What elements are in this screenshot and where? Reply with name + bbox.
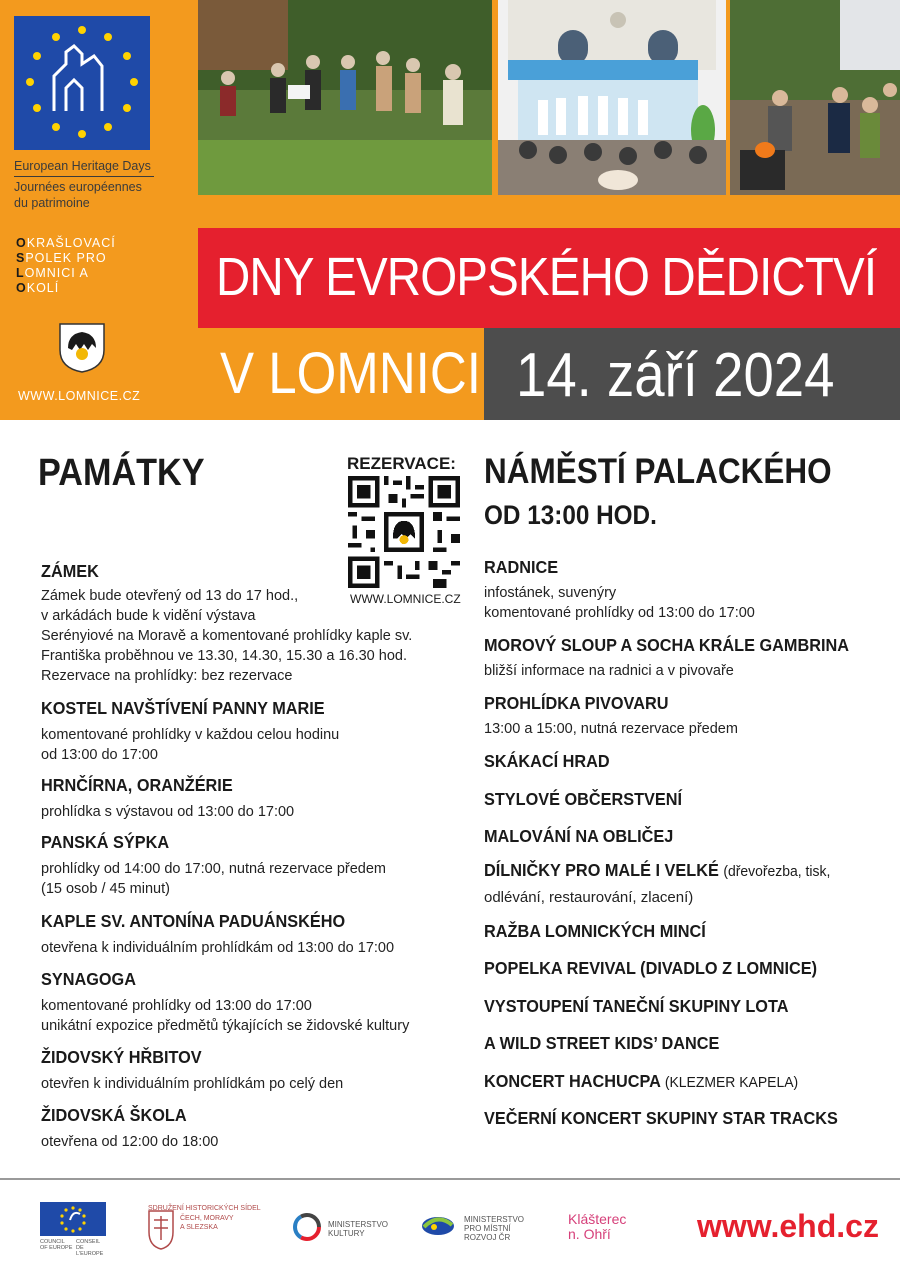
- coe-line: DE L'EUROPE: [76, 1245, 104, 1257]
- oslo-line: OKRAŠLOVACÍ: [16, 236, 116, 250]
- logo-column: [0, 0, 200, 420]
- hachucpa-title: KONCERT HACHUCPA: [484, 1071, 661, 1091]
- photo-stage: [498, 0, 726, 195]
- dilnicky-note: (dřevořezba, tisk,: [723, 863, 831, 880]
- desc-line: komentované prohlídky od 13:00 do 17:00: [41, 998, 312, 1014]
- desc-line: unikátní expozice předmětů týkajících se židovské kultury: [41, 1018, 410, 1034]
- program-item: [484, 860, 830, 881]
- item-title: PANSKÁ SÝPKA: [41, 832, 170, 852]
- item-desc: [41, 1132, 218, 1152]
- divider: [14, 176, 154, 177]
- mmr-line: MINISTERSTVO: [464, 1215, 525, 1224]
- item-desc: [41, 938, 394, 958]
- pivovar-title: PROHLÍDKA PIVOVARU: [484, 693, 669, 713]
- mmr-line: PRO MÍSTNÍ: [464, 1224, 511, 1233]
- namesti-time: OD 13:00 HOD.: [484, 500, 657, 530]
- coe-line: OF EUROPE: [40, 1245, 73, 1251]
- radnice-desc: [484, 583, 755, 623]
- ehd-caption: [14, 158, 194, 211]
- program-item: VEČERNÍ KONCERT SKUPINY STAR TRACKS: [484, 1108, 838, 1128]
- desc-line: komentované prohlídky od 13:00 do 17:00: [484, 605, 755, 621]
- desc-line: Zámek bude otevřený od 13 do 17 hod.,: [41, 588, 299, 604]
- desc-line: v arkádách bude k vidění výstava: [41, 608, 256, 624]
- item-title: KAPLE SV. ANTONÍNA PADUÁNSKÉHO: [41, 911, 346, 931]
- pamatky-heading: PAMÁTKY: [38, 452, 205, 494]
- desc-line: Františka proběhnou ve 13.30, 14.30, 15.30 a 16.30 hod.: [41, 648, 407, 664]
- shs-line: SDRUŽENÍ HISTORICKÝCH SÍDEL: [148, 1205, 261, 1212]
- list-item: [41, 1047, 343, 1094]
- desc-line: otevřena k individuálním prohlídkám od 13:00 do 17:00: [41, 940, 395, 956]
- hachucpa-note: (KLEZMER KAPELA): [664, 1074, 799, 1091]
- reservation-qr-code[interactable]: [348, 476, 460, 588]
- desc-line: (15 osob / 45 minut): [41, 881, 170, 897]
- ehd-french-1: Journées européennes: [14, 180, 142, 194]
- council-of-europe-logo: [40, 1202, 110, 1257]
- qr-label: REZERVACE:: [347, 454, 456, 473]
- item-title: KOSTEL NAVŠTÍVENÍ PANNY MARIE: [41, 698, 325, 718]
- desc-line: komentované prohlídky v každou celou hodinu: [41, 727, 340, 743]
- ehd-french-2: du patrimoine: [14, 196, 90, 210]
- event-title: DNY EVROPSKÉHO DĚDICTVÍ: [216, 247, 877, 307]
- morovy-title: MOROVÝ SLOUP A SOCHA KRÁLE GAMBRINA: [484, 635, 849, 655]
- item-desc: [41, 996, 409, 1036]
- qr-url: WWW.LOMNICE.CZ: [350, 592, 461, 606]
- desc-line: Rezervace na prohlídky: bez rezervace: [41, 668, 293, 684]
- program-item: SKÁKACÍ HRAD: [484, 751, 610, 771]
- item-title: SYNAGOGA: [41, 969, 136, 989]
- list-item: [41, 698, 346, 765]
- coe-line: COUNCIL: [40, 1239, 65, 1245]
- mk-line: KULTURY: [328, 1229, 365, 1238]
- klasterec-line: Klášterec: [568, 1211, 627, 1227]
- program-item: STYLOVÉ OBČERSTVENÍ: [484, 789, 683, 809]
- list-item: [41, 969, 409, 1036]
- desc-line: prohlídka s výstavou od 13:00 do 17:00: [41, 804, 295, 820]
- ehd-english: European Heritage Days: [14, 159, 151, 173]
- list-item: [41, 1105, 218, 1152]
- footer-divider: [0, 1178, 900, 1180]
- program-item: [484, 1071, 798, 1092]
- item-title: ŽIDOVSKÝ HŘBITOV: [41, 1047, 202, 1067]
- mk-line: MINISTERSTVO: [328, 1220, 389, 1229]
- title-band: [198, 228, 900, 328]
- event-date: 14. září 2024: [516, 341, 835, 410]
- program-item: A WILD STREET KIDS’ DANCE: [484, 1033, 720, 1053]
- mk-circle-icon: [292, 1212, 322, 1242]
- list-item: [41, 911, 394, 958]
- photo-musicians: [198, 0, 492, 195]
- dilnicky-note-2: odlévání, restaurování, zlacení): [484, 889, 694, 906]
- coe-text-fr: [76, 1239, 112, 1257]
- item-desc: [41, 859, 386, 899]
- radnice-title: RADNICE: [484, 557, 559, 577]
- program-item: VYSTOUPENÍ TANEČNÍ SKUPINY LOTA: [484, 996, 789, 1016]
- desc-line: prohlídky od 14:00 do 17:00, nutná rezervace předem: [41, 861, 387, 877]
- shs-shield-icon: [148, 1210, 174, 1250]
- shs-logo: [148, 1204, 273, 1254]
- oslo-line: LOMNICI A: [16, 266, 89, 280]
- event-place: V LOMNICI: [220, 341, 481, 406]
- mmr-line: ROZVOJ ČR: [464, 1233, 511, 1242]
- klasterec-logo: [568, 1212, 648, 1246]
- namesti-heading: NÁMĚSTÍ PALACKÉHO: [484, 452, 832, 491]
- item-desc: [41, 725, 346, 765]
- pivovar-desc: 13:00 a 15:00, nutná rezervace předem: [484, 721, 738, 737]
- desc-line: infostánek, suvenýry: [484, 585, 617, 601]
- desc-line: Serényiové na Moravě a komentované prohlídky kaple sv.: [41, 628, 413, 644]
- desc-line: otevřen k individuálním prohlídkám po celý den: [41, 1076, 344, 1092]
- coe-flag-icon: [40, 1202, 106, 1236]
- item-desc: [41, 1074, 343, 1094]
- klasterec-line: n. Ohří: [568, 1226, 611, 1242]
- oslo-logo: [16, 236, 176, 296]
- item-title: HRNČÍRNA, ORANŽÉRIE: [41, 775, 233, 795]
- mmr-logo: [420, 1213, 530, 1245]
- program-item: MALOVÁNÍ NA OBLIČEJ: [484, 826, 674, 846]
- lomnice-website: WWW.LOMNICE.CZ: [18, 389, 141, 403]
- desc-line: od 13:00 do 17:00: [41, 747, 158, 763]
- morovy-desc: bližší informace na radnici a v pivovaře: [484, 663, 734, 679]
- item-desc: [41, 802, 294, 822]
- program-item: RAŽBA LOMNICKÝCH MINCÍ: [484, 921, 706, 941]
- dilnicky-title: DÍLNIČKY PRO MALÉ I VELKÉ: [484, 860, 719, 880]
- ministerstvo-kultury-logo: [292, 1212, 392, 1244]
- ehd-website-link[interactable]: www.ehd.cz: [697, 1208, 879, 1244]
- photo-blacksmith: [730, 0, 900, 195]
- shs-line: A SLEZSKA: [180, 1224, 218, 1231]
- list-item: [41, 832, 386, 899]
- coe-text-en: [40, 1239, 76, 1251]
- item-title: ZÁMEK: [41, 561, 99, 581]
- date-band: [484, 328, 900, 420]
- oslo-line: OKOLÍ: [16, 281, 60, 295]
- item-title: ŽIDOVSKÁ ŠKOLA: [41, 1105, 187, 1125]
- list-item: [41, 775, 294, 822]
- lomnice-crest-icon: [58, 322, 106, 374]
- mmr-swirl-icon: [420, 1213, 456, 1239]
- program-item: POPELKA REVIVAL (DIVADLO Z LOMNICE): [484, 958, 818, 978]
- header-banner: [0, 0, 900, 420]
- coe-line: CONSEIL: [76, 1239, 101, 1245]
- oslo-line: SPOLEK PRO: [16, 251, 107, 265]
- european-heritage-days-logo: [14, 16, 150, 150]
- desc-line: otevřena od 12:00 do 18:00: [41, 1134, 219, 1150]
- shs-line: ČECH, MORAVY: [180, 1215, 234, 1222]
